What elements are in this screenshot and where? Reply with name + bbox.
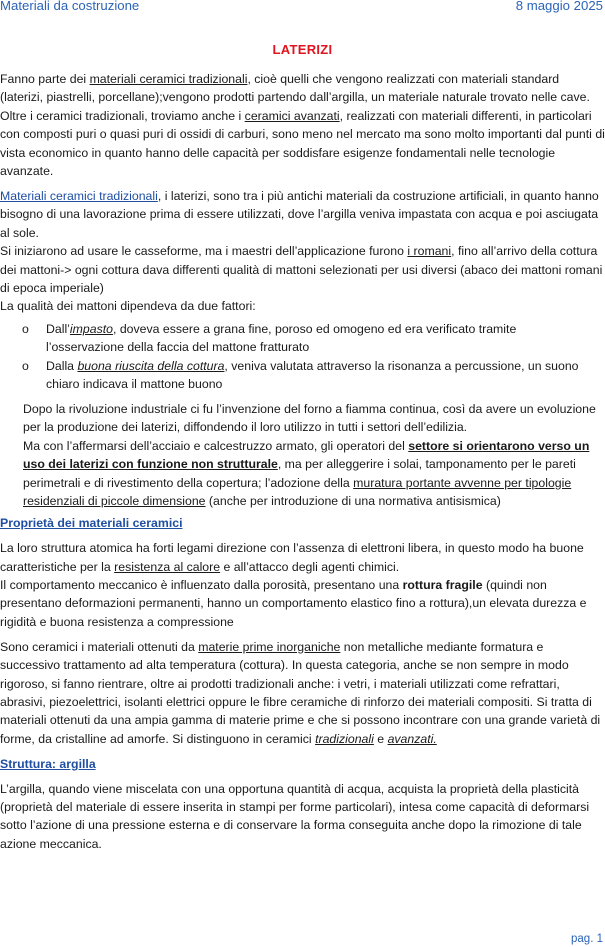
header-date: 8 maggio 2025: [515, 0, 603, 13]
paragraph-advanced-ceramics: Oltre i ceramici tradizionali, troviamo anche i ceramici avanzati, realizzati con materiali differenti, in particolari con composti puri o quasi puri di ossidi di carburi, sono meno nel mercato ma sono molto importanti dal punti di vista economico in quanto hanno delle capacità per soddisfare esigenze fondamentali nelle tecnologie avanzate.: [0, 108, 605, 179]
list-item: o Dalla buona riuscita della cottura, veniva valutata attraverso la risonanza a percussione, un suono chiaro indicava il mattone buono: [22, 358, 579, 391]
heading-struttura-argilla: Struttura: argilla: [0, 756, 96, 771]
header-document-title: Materiali da costruzione: [0, 0, 140, 13]
indented-block: [0, 400, 605, 510]
page-title: LATERIZI: [272, 42, 333, 57]
quality-factors-list: [0, 320, 605, 394]
bullet-mark: o: [22, 358, 29, 373]
page-header: [0, 0, 605, 16]
paragraph-traditional-ceramics: Materiali ceramici tradizionali, i laterizi, sono tra i più antichi materiali da costruzione artificiali, in quanto hanno bisogno di una lavorazione prima di essere utilizzati, dove l’argilla veniva impastata con acqua e poi asciugata al sole.: [0, 188, 599, 240]
paragraph-atomic-structure: La loro struttura atomica ha forti legami direzione con l’assenza di elettroni libera, in questo modo ha buone caratteristiche per la resistenza al calore e all’attacco degli agenti chimici.: [0, 541, 584, 574]
paragraph-clay: L’argilla, quando viene miscelata con una opportuna quantità di acqua, acquista la proprietà della plasticità (proprietà del materiale di essere inserita in stampi per forme particolari), intesa come capacità di deformarsi sotto l’azione di una pressione esterna e di conservare la forma conseguita anche dopo la rimozione di tale azione meccanica.: [0, 781, 590, 851]
heading-proprieta: Proprietà dei materiali ceramici: [0, 516, 183, 531]
link-materiali-ceramici-tradizionali[interactable]: Materiali ceramici tradizionali: [0, 188, 158, 203]
document-body: [0, 70, 605, 853]
paragraph-steel-concrete: Ma con l’affermarsi dell’acciaio e calcestruzzo armato, gli operatori del settore si orientarono verso un uso dei laterizi con funzione non strutturale, ma per alleggerire i solai, tamponamento per le pareti perimetrali e di rivestimento della copertura; l’adozione della muratura portante avvenne per tipologie residenziali di piccole dimensione (anche per introduzione di una normativa antisismica): [23, 438, 590, 508]
page-number: pag. 1: [571, 933, 603, 945]
paragraph-quality: La qualità dei mattoni dipendeva da due fattori:: [0, 299, 256, 314]
paragraph-industrial-revolution: Dopo la rivoluzione industriale ci fu l’invenzione del forno a fiamma continua, così da avere un evoluzione per la produzione dei laterizi, diffondendo il loro utilizzo in tutti i settori dell’edilizia.: [23, 401, 596, 435]
paragraph-intro: Fanno parte dei materiali ceramici tradizionali, cioè quelli che vengono realizzati con materiali standard (laterizi, piastrelli, porcellane);vengono prodotti partendo dall’argilla, un materiale naturale trovato nelle cave.: [0, 72, 590, 105]
list-item: o Dall’impasto, doveva essere a grana fine, poroso ed omogeno ed era verificato tramite l’osservazione della faccia del mattone fratturato: [22, 321, 517, 355]
paragraph-mechanical-behavior: Il comportamento meccanico è influenzato dalla porosità, presentano una rottura fragile (quindi non presentano deformazioni permanenti, hanno un comportamento elastico fino a rottura),un elevata durezza e rigidità e buona resistenza a compressione: [0, 578, 587, 629]
paragraph-ceramic-definition: Sono ceramici i materiali ottenuti da materie prime inorganiche non metalliche mediante formatura e successivo trattamento ad alta temperatura (cottura). In questa categoria, anche se non sempre in modo rigoroso, si fanno rientrare, oltre ai prodotti tradizionali anche: i vetri, i materiali utilizzati come refrattari, abrasivi, piezoelettrici, isolanti elettrici oppure le fibre ceramiche di rinforzo dei materiali compositi. Si tratta di materiali ottenuti da una ampia gamma di materie prime e che si possono incontrare con una grande varietà di forme, da cristalline ad amorfe. Si distinguono in ceramici tradizionali e avanzati.: [0, 639, 601, 746]
paragraph-romans: Si iniziarono ad usare le casseforme, ma i maestri dell’applicazione furono i romani, fino all’arrivo della cottura dei mattoni-> ogni cottura dava differenti qualità di mattoni selezionati per usi diversi (abaco dei mattoni romani di epoca imperiale): [0, 244, 603, 295]
bullet-mark: o: [22, 321, 29, 336]
